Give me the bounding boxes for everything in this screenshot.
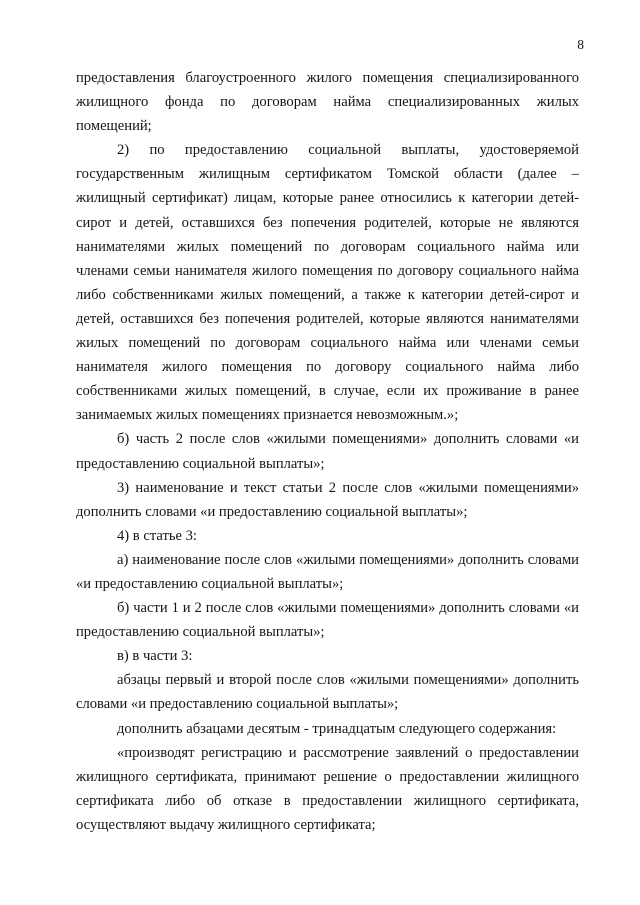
- paragraph: «производят регистрацию и рассмотрение заявлений о предоставлении жилищного сертификата, принимают решение о предоставлении жилищного сертификата либо об отказе в предоставлении жилищного сертификата, осуществляют выдачу жилищного сертификата;: [76, 744, 579, 833]
- paragraph: предоставления благоустроенного жилого помещения специализированного жилищного фонда по договорам найма специализированных жилых помещений;: [76, 70, 579, 135]
- paragraph: 2) по предоставлению социальной выплаты, удостоверяемой государственным жилищным сертификатом Томской области (далее – жилищный сертификат) лицам, которые ранее относились к категории детей-сирот и детей, оставшихся без попечения родителей, которые не являются нанимателями жилых помещений по договорам социального найма или членами семьи нанимателя жилого помещения по договору социального найма либо собственниками жилых помещений, а также к категории детей-сирот и детей, оставшихся без попечения родителей, которые являются нанимателями жилых помещений по договорам социального найма или членами семьи нанимателя жилого помещения по договору социального найма либо собственниками жилых помещений, в случае, если их проживание в ранее занимаемых жилых помещениях признается невозможным.»;: [76, 142, 579, 424]
- document-body: [76, 66, 579, 837]
- paragraph: дополнить абзацами десятым - тринадцатым следующего содержания:: [117, 720, 557, 737]
- paragraph: б) части 1 и 2 после слов «жилыми помещениями» дополнить словами «и предоставлению социальной выплаты»;: [76, 600, 579, 641]
- paragraph: абзацы первый и второй после слов «жилыми помещениями» дополнить словами «и предоставлению социальной выплаты»;: [76, 672, 579, 713]
- paragraph: б) часть 2 после слов «жилыми помещениями» дополнить словами «и предоставлению социальной выплаты»;: [76, 431, 579, 472]
- paragraph: а) наименование после слов «жилыми помещениями» дополнить словами «и предоставлению социальной выплаты»;: [76, 551, 579, 592]
- page-number: 8: [577, 37, 584, 52]
- paragraph: в) в части 3:: [117, 648, 193, 665]
- paragraph: 4) в статье 3:: [117, 527, 197, 544]
- paragraph: 3) наименование и текст статьи 2 после слов «жилыми помещениями» дополнить словами «и предоставлению социальной выплаты»;: [76, 479, 579, 520]
